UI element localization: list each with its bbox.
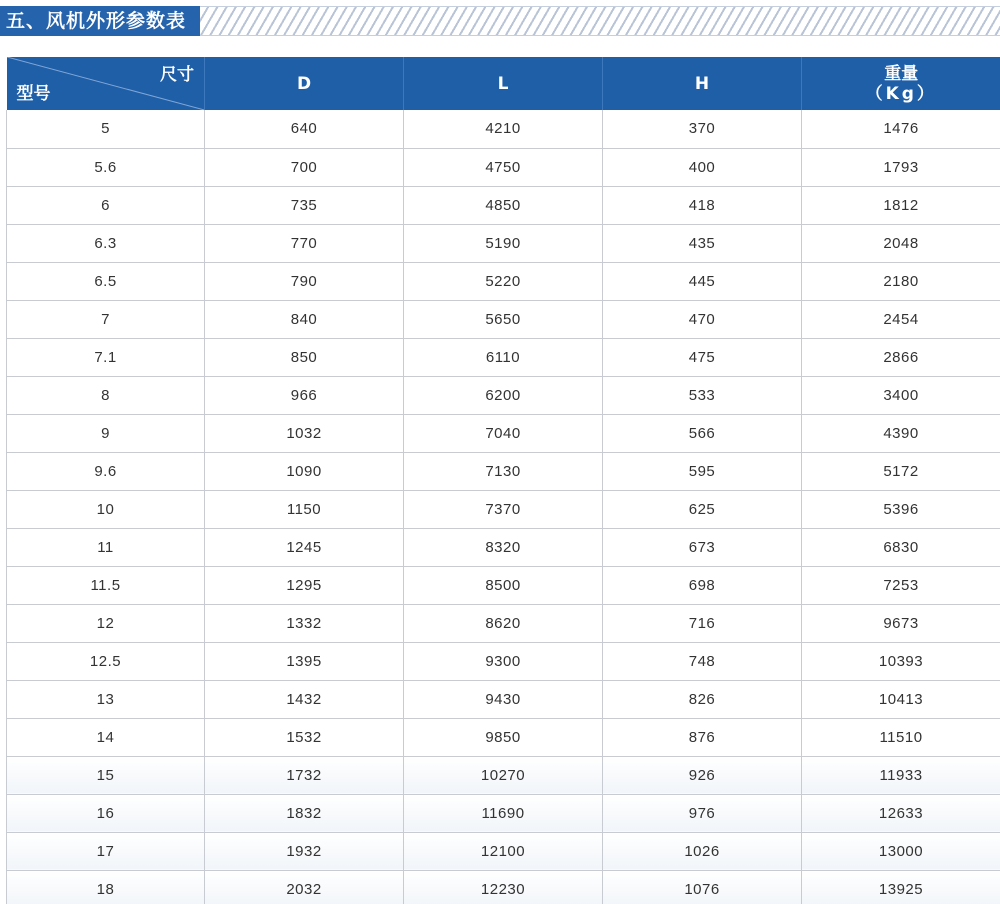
table-row [7,452,1000,490]
cell-h: 876 [603,718,802,756]
fan-dimension-table [6,57,1000,904]
cell-d: 640 [205,110,404,148]
cell-l: 12230 [404,870,603,904]
cell-model: 12 [7,604,205,642]
cell-h: 470 [603,300,802,338]
header-d: D [205,57,404,110]
header-weight [802,57,1000,110]
cell-h: 826 [603,680,802,718]
cell-d: 840 [205,300,404,338]
table-row [7,224,1000,262]
table-row [7,186,1000,224]
cell-weight: 9673 [802,604,1000,642]
cell-l: 11690 [404,794,603,832]
cell-l: 7130 [404,452,603,490]
cell-d: 1432 [205,680,404,718]
cell-l: 4850 [404,186,603,224]
cell-d: 1295 [205,566,404,604]
table-row [7,718,1000,756]
table-row [7,262,1000,300]
cell-d: 966 [205,376,404,414]
table-row [7,794,1000,832]
header-weight-unit: （Kg） [865,83,937,104]
table-row [7,756,1000,794]
cell-l: 10270 [404,756,603,794]
cell-d: 1032 [205,414,404,452]
cell-model: 6.3 [7,224,205,262]
cell-h: 435 [603,224,802,262]
cell-h: 533 [603,376,802,414]
cell-model: 18 [7,870,205,904]
cell-model: 16 [7,794,205,832]
table-row [7,148,1000,186]
cell-weight: 10413 [802,680,1000,718]
cell-d: 1532 [205,718,404,756]
cell-model: 9.6 [7,452,205,490]
cell-l: 6110 [404,338,603,376]
cell-l: 8320 [404,528,603,566]
cell-h: 625 [603,490,802,528]
cell-h: 1076 [603,870,802,904]
cell-d: 1245 [205,528,404,566]
cell-model: 13 [7,680,205,718]
cell-l: 8500 [404,566,603,604]
cell-l: 4750 [404,148,603,186]
corner-label-model: 型号 [16,84,51,104]
table-row [7,870,1000,904]
cell-model: 5 [7,110,205,148]
cell-weight: 4390 [802,414,1000,452]
cell-weight: 11510 [802,718,1000,756]
table-row [7,414,1000,452]
cell-weight: 2866 [802,338,1000,376]
cell-d: 1732 [205,756,404,794]
cell-model: 11 [7,528,205,566]
table-body [7,110,1000,904]
cell-l: 5650 [404,300,603,338]
cell-l: 9430 [404,680,603,718]
table-row [7,832,1000,870]
cell-d: 1395 [205,642,404,680]
cell-h: 673 [603,528,802,566]
cell-l: 7040 [404,414,603,452]
cell-d: 2032 [205,870,404,904]
decorative-hatch-band [200,6,1000,36]
cell-d: 1832 [205,794,404,832]
cell-h: 400 [603,148,802,186]
cell-l: 5220 [404,262,603,300]
table-row [7,490,1000,528]
cell-weight: 12633 [802,794,1000,832]
cell-d: 1090 [205,452,404,490]
cell-d: 770 [205,224,404,262]
cell-d: 1932 [205,832,404,870]
cell-h: 748 [603,642,802,680]
cell-l: 12100 [404,832,603,870]
cell-weight: 10393 [802,642,1000,680]
cell-model: 14 [7,718,205,756]
cell-model: 7.1 [7,338,205,376]
cell-weight: 1476 [802,110,1000,148]
cell-weight: 6830 [802,528,1000,566]
table-row [7,680,1000,718]
corner-label-dimension: 尺寸 [160,65,194,85]
cell-weight: 11933 [802,756,1000,794]
cell-model: 10 [7,490,205,528]
header-l: L [404,57,603,110]
cell-h: 445 [603,262,802,300]
cell-weight: 2048 [802,224,1000,262]
cell-h: 698 [603,566,802,604]
table-row [7,528,1000,566]
cell-weight: 3400 [802,376,1000,414]
table-header-row [7,57,1000,110]
cell-model: 15 [7,756,205,794]
cell-h: 926 [603,756,802,794]
cell-weight: 13000 [802,832,1000,870]
header-weight-label: 重量 [884,63,919,84]
cell-h: 595 [603,452,802,490]
table-row [7,110,1000,148]
cell-l: 8620 [404,604,603,642]
section-header [0,0,1000,40]
cell-l: 9300 [404,642,603,680]
cell-model: 6 [7,186,205,224]
table-row [7,338,1000,376]
cell-weight: 5172 [802,452,1000,490]
table-row [7,376,1000,414]
header-h: H [603,57,802,110]
cell-weight: 5396 [802,490,1000,528]
table-row [7,566,1000,604]
cell-d: 1332 [205,604,404,642]
cell-d: 1150 [205,490,404,528]
cell-h: 976 [603,794,802,832]
cell-model: 6.5 [7,262,205,300]
cell-l: 4210 [404,110,603,148]
cell-weight: 2454 [802,300,1000,338]
cell-model: 17 [7,832,205,870]
cell-model: 9 [7,414,205,452]
cell-weight: 1812 [802,186,1000,224]
cell-model: 5.6 [7,148,205,186]
cell-l: 7370 [404,490,603,528]
table-row [7,642,1000,680]
cell-h: 475 [603,338,802,376]
cell-h: 370 [603,110,802,148]
cell-weight: 1793 [802,148,1000,186]
cell-d: 850 [205,338,404,376]
cell-weight: 2180 [802,262,1000,300]
cell-h: 418 [603,186,802,224]
cell-l: 5190 [404,224,603,262]
cell-weight: 7253 [802,566,1000,604]
cell-model: 8 [7,376,205,414]
cell-model: 11.5 [7,566,205,604]
cell-model: 12.5 [7,642,205,680]
cell-d: 700 [205,148,404,186]
cell-l: 6200 [404,376,603,414]
cell-h: 716 [603,604,802,642]
table-row [7,300,1000,338]
cell-l: 9850 [404,718,603,756]
table-row [7,604,1000,642]
section-title: 五、风机外形参数表 [0,6,200,36]
cell-weight: 13925 [802,870,1000,904]
cell-d: 735 [205,186,404,224]
cell-h: 1026 [603,832,802,870]
corner-header-cell [7,57,205,110]
cell-d: 790 [205,262,404,300]
cell-h: 566 [603,414,802,452]
cell-model: 7 [7,300,205,338]
